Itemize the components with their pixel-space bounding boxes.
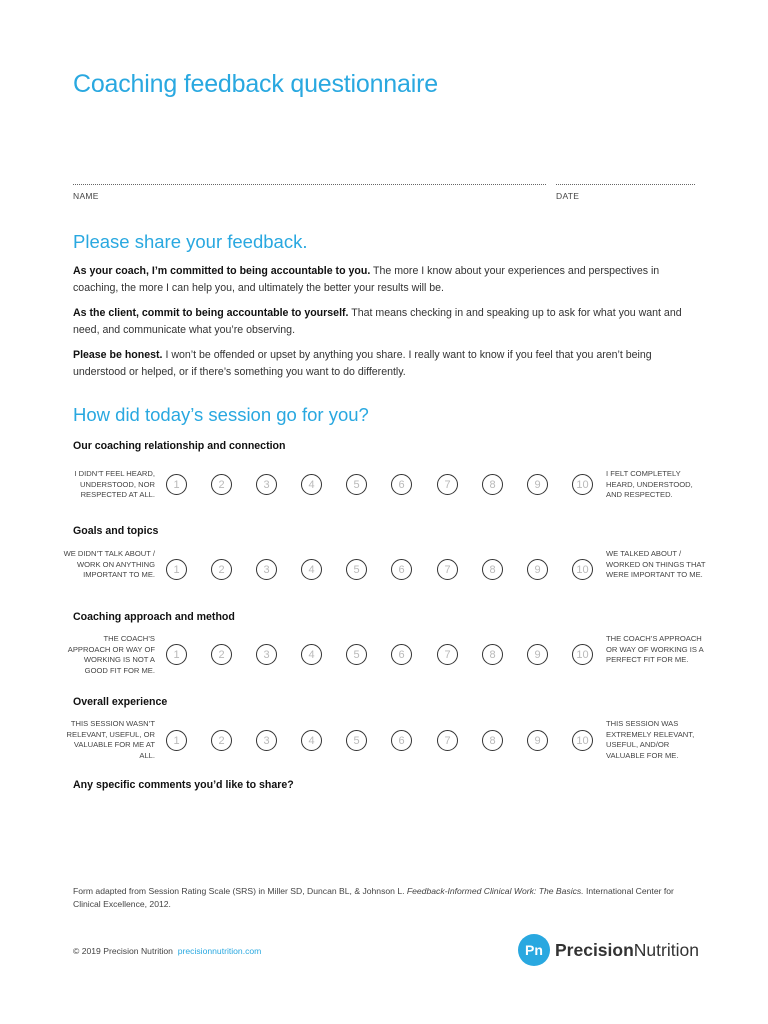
paragraph-accountable-client (73, 305, 695, 339)
rating-2[interactable]: 2 (211, 644, 232, 665)
copyright-text: © 2019 Precision Nutrition (73, 946, 173, 956)
date-label: DATE (556, 191, 580, 201)
rating-scale-approach (0, 644, 768, 666)
rating-1[interactable]: 1 (166, 730, 187, 751)
paragraph-bold: As your coach, I’m committed to being accountable to you. (73, 265, 371, 277)
rating-6[interactable]: 6 (391, 559, 412, 580)
rating-5[interactable]: 5 (346, 644, 367, 665)
question-label: Overall experience (73, 696, 168, 708)
rating-4[interactable]: 4 (301, 559, 322, 580)
rating-6[interactable]: 6 (391, 474, 412, 495)
source-footnote (73, 885, 693, 910)
rating-3[interactable]: 3 (256, 474, 277, 495)
rating-scale-goals (0, 559, 768, 581)
rating-6[interactable]: 6 (391, 644, 412, 665)
paragraph-honest (73, 347, 695, 381)
precision-nutrition-logo (518, 934, 699, 966)
scale-low-label: I DIDN’T FEEL HEARD, UNDERSTOOD, NOR RESPECTED AT ALL. (74, 469, 155, 499)
rating-9[interactable]: 9 (527, 559, 548, 580)
question-label: Coaching approach and method (73, 611, 235, 623)
rating-5[interactable]: 5 (346, 730, 367, 751)
rating-10[interactable]: 10 (572, 559, 593, 580)
rating-5[interactable]: 5 (346, 474, 367, 495)
paragraph-text: The more I know about your experiences and perspectives in coaching, the more I can help you, and ultimately the better your results will be. (73, 265, 660, 294)
rating-7[interactable]: 7 (437, 644, 458, 665)
rating-2[interactable]: 2 (211, 730, 232, 751)
rating-4[interactable]: 4 (301, 644, 322, 665)
rating-8[interactable]: 8 (482, 559, 503, 580)
rating-1[interactable]: 1 (166, 559, 187, 580)
question-label: Goals and topics (73, 525, 159, 537)
rating-4[interactable]: 4 (301, 730, 322, 751)
rating-10[interactable]: 10 (572, 474, 593, 495)
rating-3[interactable]: 3 (256, 559, 277, 580)
rating-1[interactable]: 1 (166, 474, 187, 495)
rating-1[interactable]: 1 (166, 644, 187, 665)
scale-high-label: I FELT COMPLETELY HEARD, UNDERSTOOD, AND RESPECTED. (606, 469, 693, 499)
rating-scale-relationship (0, 474, 768, 496)
rating-4[interactable]: 4 (301, 474, 322, 495)
copyright (73, 946, 261, 956)
rating-3[interactable]: 3 (256, 730, 277, 751)
rating-10[interactable]: 10 (572, 644, 593, 665)
rating-8[interactable]: 8 (482, 644, 503, 665)
website-link[interactable]: precisionnutrition.com (177, 946, 262, 956)
logo-word-precision: Precision (555, 939, 634, 960)
name-field[interactable] (73, 184, 546, 185)
rating-2[interactable]: 2 (211, 559, 232, 580)
page-title: Coaching feedback questionnaire (73, 70, 438, 98)
rating-7[interactable]: 7 (437, 474, 458, 495)
footnote-prefix: Form adapted from Session Rating Scale (SRS) in Miller SD, Duncan BL, & Johnson L. (73, 886, 407, 896)
paragraph-bold: Please be honest. (73, 349, 163, 361)
rating-9[interactable]: 9 (527, 474, 548, 495)
feedback-heading: Please share your feedback. (73, 231, 308, 252)
logo-word-nutrition: Nutrition (633, 939, 699, 960)
rating-5[interactable]: 5 (346, 559, 367, 580)
paragraph-accountable-coach (73, 263, 695, 297)
rating-8[interactable]: 8 (482, 474, 503, 495)
rating-scale-overall (0, 730, 768, 752)
question-label: Our coaching relationship and connection (73, 440, 286, 452)
rating-10[interactable]: 10 (572, 730, 593, 751)
rating-8[interactable]: 8 (482, 730, 503, 751)
rating-6[interactable]: 6 (391, 730, 412, 751)
scale-low-label: WE DIDN’T TALK ABOUT / WORK ON ANYTHING IMPORTANT TO ME. (63, 549, 155, 579)
scale-high-label: WE TALKED ABOUT / WORKED ON THINGS THAT WERE IMPORTANT TO ME. (606, 549, 706, 579)
paragraph-bold: As the client, commit to being accountable to yourself. (73, 307, 349, 319)
scale-high-label: THE COACH’S APPROACH OR WAY OF WORKING IS A PERFECT FIT FOR ME. (606, 634, 704, 664)
name-label: NAME (73, 191, 99, 201)
rating-2[interactable]: 2 (211, 474, 232, 495)
date-field[interactable] (556, 184, 695, 185)
session-heading: How did today’s session go for you? (73, 404, 369, 425)
logo-mark: Pn (518, 934, 550, 966)
rating-9[interactable]: 9 (527, 644, 548, 665)
rating-7[interactable]: 7 (437, 730, 458, 751)
paragraph-text: That means checking in and speaking up to ask for what you want and need, and communicate what you’re observing. (73, 307, 682, 336)
rating-7[interactable]: 7 (437, 559, 458, 580)
footnote-suffix: International Center for Clinical Excellence, 2012. (73, 886, 674, 909)
scale-low-label: THIS SESSION WASN’T RELEVANT, USEFUL, OR VALUABLE FOR ME AT ALL. (66, 719, 155, 760)
scale-high-label: THIS SESSION WAS EXTREMELY RELEVANT, USEFUL, AND/OR VALUABLE FOR ME. (606, 719, 695, 760)
rating-3[interactable]: 3 (256, 644, 277, 665)
scale-low-label: THE COACH’S APPROACH OR WAY OF WORKING IS NOT A GOOD FIT FOR ME. (67, 634, 155, 675)
footnote-title: Feedback-Informed Clinical Work: The Basics. (406, 886, 584, 896)
comments-area[interactable] (73, 798, 695, 868)
rating-9[interactable]: 9 (527, 730, 548, 751)
paragraph-text: I won’t be offended or upset by anything you share. I really want to know if you feel that you aren’t being understood or helped, or if there’s something you want to do differently. (73, 349, 652, 378)
comments-label: Any specific comments you’d like to share? (73, 779, 294, 791)
logo-wordmark (555, 940, 699, 961)
